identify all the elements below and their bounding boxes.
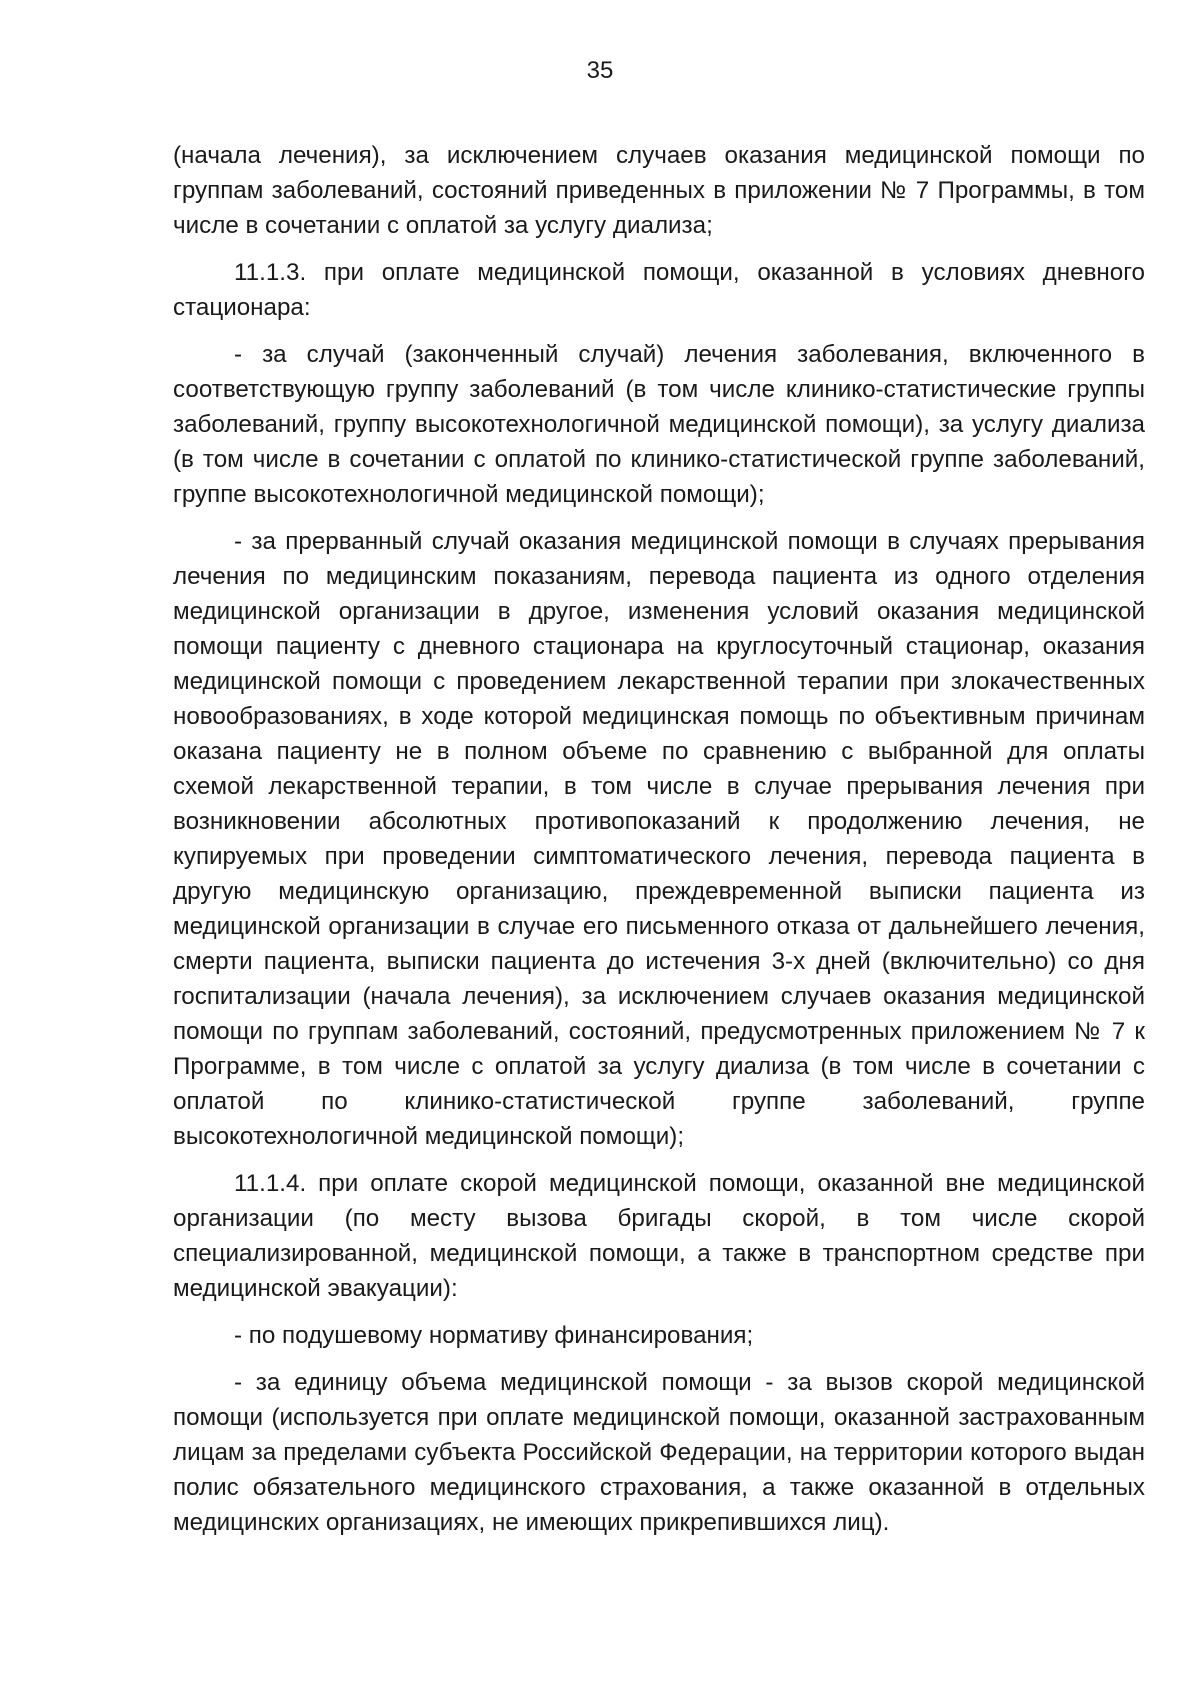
paragraph-per-capita: - по подушевому нормативу финансирования; [234,1322,754,1349]
paragraph-interrupted-case: - за прерванный случай оказания медицинской помощи в случаях прерывания лечения по медицинским показаниям, перевода пациента из одного отделения медицинской организации в другое, изменения условий оказания медицинской помощи пациенту с дневного стационара на круглосуточный стационар, оказания медицинской помощи с проведением лекарственной терапии при злокачественных новообразованиях, в ходе которой медицинская помощь по объективным причинам оказана пациенту не в полном объеме по сравнению с выбранной для оплаты схемой лекарственной терапии, в том числе в случае прерывания лечения при возникновении абсолютных противопоказаний к продолжению лечения, не купируемых при проведении симптоматического лечения, перевода пациента в другую медицинскую организацию, преждевременной выписки пациента из медицинской организации в случае его письменного отказа от дальнейшего лечения, смерти пациента, выписки пациента до истечения 3-х дней (включительно) со дня госпитализации (начала лечения), за исключением случаев оказания медицинской помощи по группам заболеваний, состояний, предусмотренных приложением № 7 к Программе, в том числе с оплатой за услугу диализа (в том числе в сочетании с оплатой по клинико-статистической группе заболеваний, группе высокотехнологичной медицинской помощи); [173,528,1145,1150]
paragraph-unit-volume: - за единицу объема медицинской помощи - за вызов скорой медицинской помощи (используется при оплате медицинской помощи, оказанной застрахованным лицам за пределами субъекта Российской Федерации, на территории которого выдан полис обязательного медицинского страхования, а также оказанной в отдельных медицинских организациях, не имеющих прикрепившихся лиц). [173,1369,1145,1536]
paragraph-continuation: (начала лечения), за исключением случаев оказания медицинской помощи по группам заболеваний, состояний приведенных в приложении № 7 Программы, в том числе в сочетании с оплатой за услугу диализа; [173,142,1145,239]
paragraph-11-1-3: 11.1.3. при оплате медицинской помощи, оказанной в условиях дневного стационара: [173,259,1145,321]
document-body [173,138,1145,1552]
paragraph-11-1-4: 11.1.4. при оплате скорой медицинской помощи, оказанной вне медицинской организации (по месту вызова бригады скорой, в том числе скорой специализированной, медицинской помощи, а также в транспортном средстве при медицинской эвакуации): [173,1170,1145,1302]
page-number: 35 [586,57,614,84]
paragraph-case-payment: - за случай (законченный случай) лечения заболевания, включенного в соответствующую группу заболеваний (в том числе клинико-статистические группы заболеваний, группу высокотехнологичной медицинской помощи), за услугу диализа (в том числе в сочетании с оплатой по клинико-статистической группе заболеваний, группе высокотехнологичной медицинской помощи); [173,341,1145,508]
